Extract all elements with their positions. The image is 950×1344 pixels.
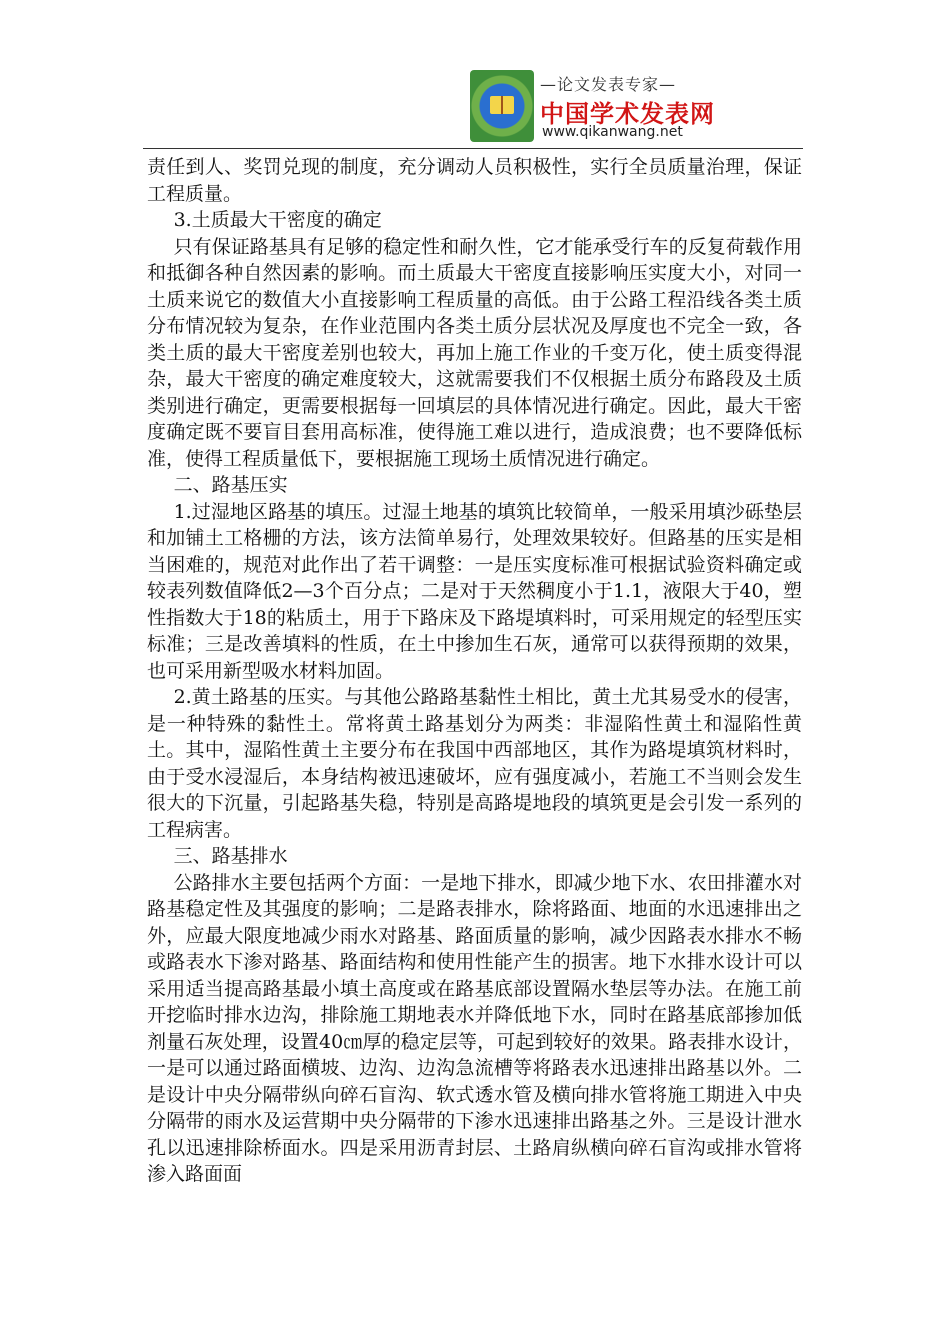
section-heading: 二、路基压实 [173, 474, 288, 496]
paragraph: 1.过湿地区路基的填压。过湿土地基的填筑比较简单，一般采用填沙砾垫层和加铺土工格栅的方法，该方法简单易行，处理效果较好。但路基的压实是相当困难的，规范对此作出了若干调整：一是压实度标准可根据试验资料确定或较表列数值降低2—3个百分点；二是对于天然稠度小于1.1，液限大于40，塑性指数大于18的粘质土，用于下路床及下路堤填料时，可采用规定的轻型压实标准；三是改善填料的性质，在土中掺加生石灰，通常可以获得预期的效果，也可采用新型吸水材料加固。 [147, 500, 802, 682]
header-url: www.qikanwang.net [542, 124, 683, 140]
paragraph: 只有保证路基具有足够的稳定性和耐久性，它才能承受行车的反复荷载作用和抵御各种自然因素的影响。而土质最大干密度直接影响压实度大小，对同一土质来说它的数值大小直接影响工程质量的高低。由于公路工程沿线各类土质分布情况较为复杂，在作业范围内各类土质分层状况及厚度也不完全一致，各类土质的最大干密度差别也较大，再加上施工作业的千变万化，使土质变得混杂，最大干密度的确定难度较大，这就需要我们不仅根据土质分布路段及土质类别进行确定，更需要根据每一回填层的具体情况进行确定。因此，最大干密度确定既不要盲目套用高标准，使得施工难以进行，造成浪费；也不要降低标准，使得工程质量低下，要根据施工现场土质情况进行确定。 [147, 235, 802, 470]
section-heading: 3.土质最大干密度的确定 [173, 209, 382, 231]
site-header [470, 70, 715, 146]
header-tagline: —论文发表专家— [540, 75, 677, 94]
section-heading: 三、路基排水 [173, 845, 288, 867]
logo-emblem-icon [470, 70, 534, 142]
paragraph: 责任到人、奖罚兑现的制度，充分调动人员积极性，实行全员质量治理，保证工程质量。 [147, 156, 802, 205]
header-divider [143, 148, 803, 149]
header-brand: 中国学术发表网 [540, 100, 715, 128]
paragraph: 2.黄土路基的压实。与其他公路路基黏性土相比，黄土尤其易受水的侵害，是一种特殊的黏性土。常将黄土路基划分为两类：非湿陷性黄土和湿陷性黄土。其中，湿陷性黄土主要分布在我国中西部地区，其作为路堤填筑材料时，由于受水浸湿后，本身结构被迅速破坏，应有强度减小，若施工不当则会发生很大的下沉量，引起路基失稳，特别是高路堤地段的填筑更是会引发一系列的工程病害。 [147, 686, 802, 841]
book-icon [490, 96, 514, 114]
document-body [147, 154, 802, 1188]
paragraph: 公路排水主要包括两个方面：一是地下排水，即减少地下水、农田排灌水对路基稳定性及其强度的影响；二是路表排水，除将路面、地面的水迅速排出之外，应最大限度地减少雨水对路基、路面质量的影响，减少因路表水排水不畅或路表水下渗对路基、路面结构和使用性能产生的损害。地下水排水设计可以采用适当提高路基最小填土高度或在路基底部设置隔水垫层等办法。在施工前开挖临时排水边沟，排除施工期地表水并降低地下水，同时在路基底部掺加低剂量石灰处理，设置40㎝厚的稳定层等，可起到较好的效果。路表排水设计，一是可以通过路面横坡、边沟、边沟急流槽等将路表水迅速排出路基以外。二是设计中央分隔带纵向碎石盲沟、软式透水管及横向排水管将施工期进入中央分隔带的雨水及运营期中央分隔带的下渗水迅速排出路基之外。三是设计泄水孔以迅速排除桥面水。四是采用沥青封层、土路肩纵横向碎石盲沟或排水管将渗入路面面 [147, 871, 802, 1185]
